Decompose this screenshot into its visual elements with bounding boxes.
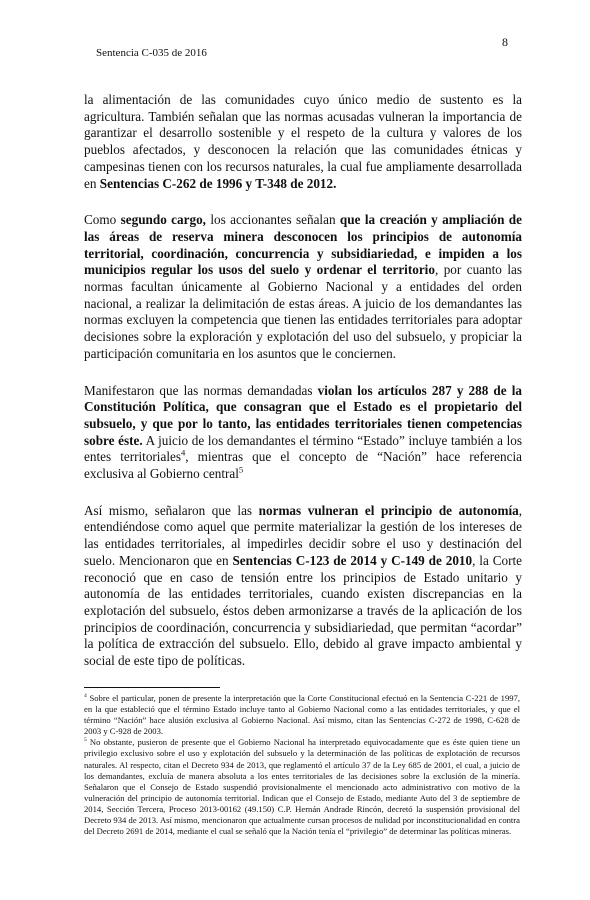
footnote-mark: 4 <box>84 693 87 700</box>
footnote-text: No obstante, pusieron de presente que el Gobierno Nacional ha interpretado equivocadamente que es éste quien tiene un privilegio exclusivo sobre el uso y explotación del subsuelo y la determinación de las políticas de explotación de recursos naturales. Al respecto, citan el Decreto 934 de 2013, que reglamentó el artículo 37 de la Ley 685 de 2001, el cual, a juicio de los demandantes, excluía de manera absoluta a los entes territoriales de las decisiones sobre la exclusión de la minería. Señalaron que el Consejo de Estado suspendió provisionalmente el mencionado acto administrativo con motivo de la vulneración del principio de autonomía territorial. Indican que el Consejo de Estado, mediante Auto del 3 de septiembre de 2014, Sección Tercera, Proceso 2013-00162 (49.150) C.P. Hernán Andrade Rincón, decretó la suspensión provisional del Decreto 934 de 2013. Así mismo, mencionaron que actualmente cursan procesos de nulidad por inconstitucionalidad en contra del Decreto 2691 de 2014, mediante el cual se señaló que la Nación tenía el “privilegio” de determinar las políticas mineras. <box>84 737 520 837</box>
text-run: los accionantes señalan <box>205 212 340 228</box>
text-run: Manifestaron que las normas demandadas <box>84 382 318 398</box>
bold-text: Sentencias C-123 de 2014 y C-149 de 2010 <box>232 552 473 568</box>
text-run: , la Corte reconoció que en caso de tensión entre los principios de Estado unitario y autonomía de las entidades territoriales, cuando existen discrepancias en la explotación del subsuelo, éstos deben armonizarse a través de la aplicación de los principios de coordinación, concurrencia y subsidiariedad, que permitan “acordar” la política de extracción del subsuelo. Ello, debido al grave impacto ambiental y social de este tipo de políticas. <box>84 552 522 669</box>
bold-text: segundo cargo, <box>120 212 206 228</box>
bold-text: Sentencias C-262 de 1996 y T-348 de 2012. <box>99 175 337 191</box>
text-run: Como <box>84 212 121 228</box>
footnote-mark: 5 <box>84 737 87 744</box>
footnotes <box>84 693 520 837</box>
running-title: Sentencia C-035 de 2016 <box>96 47 207 59</box>
footnote-4 <box>84 693 520 737</box>
footnote-ref: 4 <box>180 447 186 458</box>
footnote-text: Sobre el particular, ponen de presente la interpretación que la Corte Constitucional efectuó en la Sentencia C-221 de 1997, en la que estableció que el término Estado incluye tanto al Gobierno Nacional como a las entidades territoriales, y que el término “Nación” hace alusión exclusiva al Gobierno Nacional. Así mismo, citan las Sentencias C-272 de 1998, C-628 de 2003 y C-928 de 2003. <box>84 693 520 737</box>
bold-text: que la creación y ampliación de las áreas de reserva minera desconocen los principios de autonomía territorial, coordinación, concurrencia y subsidiariedad, e impiden a los municipios regular los usos del suelo y ordenar el territorio <box>84 212 522 278</box>
text-run: , por cuanto las normas facultan únicamente al Gobierno Nacional y a entidades del orden nacional, a realizar la delimitación de estas áreas. A juicio de los demandantes las normas excluyen la competencia que tienen las entidades territoriales para adoptar decisiones sobre la exploración y explotación del uso del subsuelo, y propiciar la participación comunitaria en los asuntos que le conciernen. <box>84 262 522 361</box>
bold-text: violan los artículos 287 y 288 de la Constitución Política, que consagran que el Estado es el propietario del subsuelo, y que por lo tanto, las entidades territoriales tienen competencias sobre éste. <box>84 382 523 448</box>
text-run: , entendiéndose como aquel que permite materializar la gestión de los intereses de las entidades territoriales, al impedirles decidir sobre el uso y destinación del suelo. Mencionaron que en <box>84 502 522 568</box>
paragraph-second-charge <box>84 212 522 362</box>
footnote-5 <box>84 737 520 837</box>
paragraph-continuation <box>84 92 522 192</box>
text-run: , mientras que el concepto de “Nación” hace referencia exclusiva al Gobierno central <box>84 449 522 482</box>
paragraph-constitution-articles <box>84 383 522 483</box>
bold-text: normas vulneran el principio de autonomía <box>258 502 519 518</box>
text-run: A juicio de los demandantes el término “Estado” incluye también a los entes territoriales <box>84 432 522 465</box>
footnote-ref: 5 <box>238 464 244 475</box>
text-run: la alimentación de las comunidades cuyo único medio de sustento es la agricultura. También señalan que las normas acusadas vulneran la importancia de garantizar el desarrollo sostenible y el respeto de la cultura y valores de los pueblos afectados, y desconocen la relación que las comunidades étnicas y campesinas tienen con los recursos naturales, la cual fue ampliamente desarrollada en <box>84 92 522 191</box>
page-number: 8 <box>502 35 508 49</box>
body-text <box>84 92 522 690</box>
footnote-separator <box>84 687 220 688</box>
text-run: Así mismo, señalaron que las <box>84 502 259 518</box>
paragraph-autonomy-principle <box>84 503 522 670</box>
